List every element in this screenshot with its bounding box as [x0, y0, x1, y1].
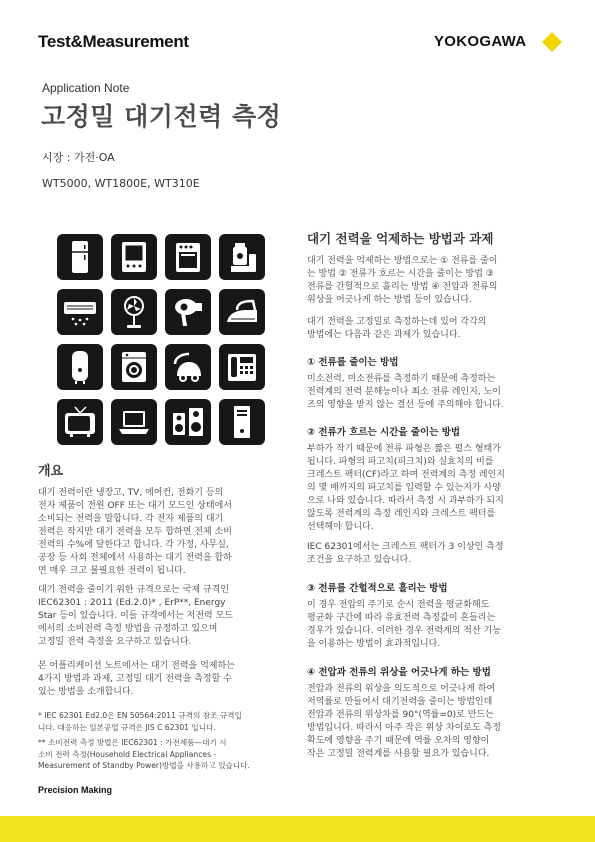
method-1-heading: ① 전류를 줄이는 방법 [307, 357, 399, 368]
method-4-text: 전압과 전류의 위상을 의도적으로 어긋나게 하여 저역률로 만들어서 대기전력을 줄이는 방법인데 전압과 전류의 위상차를 90°(역률=0)로 만드는 방법입니다. 따라서 아주 작은 위상 차이로도 측정 확도에 영향을 주기 때문에 역률 오차의 영향이 작은 고정밀 전력계를 사용할 필요가 있습니다. [307, 684, 501, 759]
method-2-heading: ② 전류가 흐르는 시간을 줄이는 방법 [307, 427, 461, 438]
water-heater-icon [57, 344, 103, 390]
method-1-text: 미소전력, 미소전류를 측정하기 때문에 측정하는 전력계의 전력 분해능이나 최소 전류 레인지, 노이 즈의 영향을 받지 않는 결선 등에 주의해야 합니다. [307, 374, 504, 410]
air-conditioner-icon [57, 289, 103, 335]
kitchen-appliances-icon [219, 234, 265, 280]
telephone-icon [219, 344, 265, 390]
method-2-text-b: IEC 62301에서는 크레스트 팩터가 3 이상인 측정 조건을 요구하고 있습니다. [307, 542, 504, 565]
footer-accent-bar [0, 816, 595, 842]
desktop-pc-icon [219, 399, 265, 445]
yokogawa-diamond-icon [542, 32, 562, 52]
method-3-heading: ③ 전류를 간헐적으로 흘리는 방법 [307, 583, 448, 594]
overview-paragraph-2: 대기 전력을 줄이기 위한 규격으로는 국제 규격인 IEC62301 : 2011 (Ed.2.0)* , ErP**, Energy Star 등이 있습니다. 이들 규격에서는 저전력 모드 에서의 소비전력 측정 방법을 규정하고 있으며 고정밀 전력 측정을 요구하고 있습니다. [38, 585, 233, 647]
overview-paragraph-3: 본 어플리케이션 노트에서는 대기 전력을 억제하는 4가지 방법과 과제, 고정밀 대기 전력을 측정할 수 있는 방법을 소개합니다. [38, 661, 235, 697]
method-4-heading: ④ 전압과 전류의 위상을 어긋나게 하는 방법 [307, 667, 491, 678]
electric-fan-icon [111, 289, 157, 335]
oven-icon [165, 234, 211, 280]
market-label: 시장 : 가전·OA [42, 151, 115, 164]
refrigerator-icon [57, 234, 103, 280]
overview-heading: 개요 [38, 464, 64, 479]
overview-paragraph-1: 대기 전력이란 냉장고, TV, 에어컨, 전화기 등의 전자 제품이 전원 OFF 또는 대기 모드인 상태에서 소비되는 전력을 말합니다. 각 전자 제품의 대기 전력은 작지만 대기 전력을 모두 합하면 전체 소비 전력의 수%에 달한다고 합니다. 각 가정, 사무실, 공장 등 사회 전체에서 사용하는 대기 전력을 합하 면 매우 크고 불필요한 전력이 됩니다. [38, 488, 232, 576]
appliance-icon-grid [57, 234, 265, 445]
product-models: WT5000, WT1800E, WT310E [42, 177, 200, 190]
footnote-1: * IEC 62301 Ed2.0은 EN 50564:2011 규격의 참조 규격입 니다. 대응하는 일본공업 규격은 JIS C 62301 입니다. [38, 711, 242, 732]
hair-dryer-icon [165, 289, 211, 335]
tv-icon [111, 234, 157, 280]
method-3-text: 이 경우 전압의 주기로 순시 전력을 평균화해도 평균화 구간에 따라 유효전력 측정값이 흔들리는 경우가 있습니다. 이러한 경우 전력계의 적산 기능 을 이용하는 방법이 효과적입니다. [307, 600, 501, 649]
method-2-text: 부하가 작기 때문에 전류 파형은 짧은 펄스 형태가 됩니다. 파형의 파고치(피크치)와 실효치의 비를 크레스트 팩터(CF)라고 하며 전력계의 측정 레인지 의 몇 배까지의 파고치를 입력할 수 있는지가 사양 으로 나와 있습니다. 따라서 측정 시 과부하가 되지 않도록 전력계의 측정 레인지와 크레스트 팩터를 선택해야 합니다. [307, 444, 505, 532]
page-title: 고정밀 대기전력 측정 [41, 102, 282, 131]
methods-intro: 대기 전력을 억제하는 방법으로는 ① 전류를 줄이 는 방법 ② 전류가 흐르는 시간을 줄이는 방법 ③ 전류를 간헐적으로 흘리는 방법 ④ 전압과 전류의 위상을 어긋나게 하는 방법 등이 있습니다. [307, 256, 498, 305]
washing-machine-icon [111, 344, 157, 390]
laptop-icon [111, 399, 157, 445]
methods-heading: 대기 전력을 억제하는 방법과 과제 [307, 231, 494, 246]
footnote-2: ** 소비전력 측정 방법은 IEC62301 : 가전제품—대기 시 소비 전력 측정(Household Electrical Appliances - Measurement of Standby Power)방법을 사용하고 있습니다. [38, 738, 250, 770]
brand-test-measurement: Test&Measurement [38, 32, 189, 51]
brand-yokogawa: YOKOGAWA [434, 33, 527, 50]
iron-icon [219, 289, 265, 335]
crt-tv-icon [57, 399, 103, 445]
speakers-icon [165, 399, 211, 445]
vacuum-cleaner-icon [165, 344, 211, 390]
footer-tagline: Precision Making [38, 785, 113, 795]
methods-intro-2: 대기 전력을 고정밀로 측정하는데 있어 각각의 방법에는 다음과 같은 과제가 있습니다. [307, 317, 487, 340]
document-type: Application Note [42, 81, 130, 95]
